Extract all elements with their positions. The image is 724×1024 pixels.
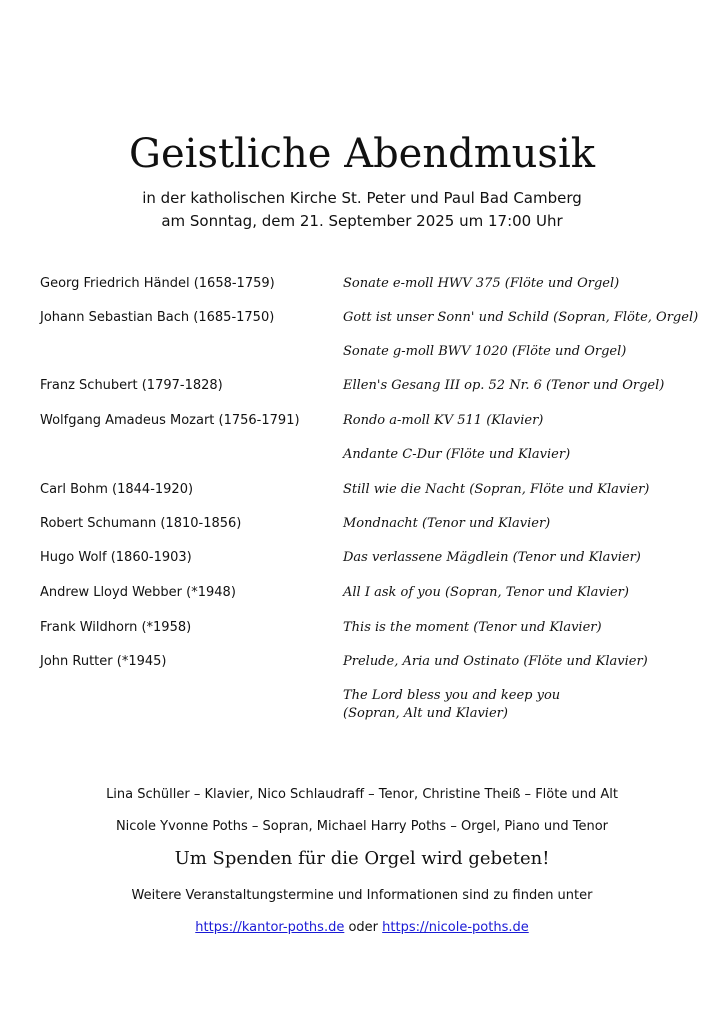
work: Ellen's Gesang III op. 52 Nr. 6 (Tenor und Orgel) xyxy=(343,378,665,393)
work: Das verlassene Mägdlein (Tenor und Klavier) xyxy=(343,550,641,565)
composer: Andrew Lloyd Webber (*1948) xyxy=(40,585,236,600)
composer: John Rutter (*1945) xyxy=(40,654,167,669)
performers-line-1: Lina Schüller – Klavier, Nico Schlaudraff – Tenor, Christine Theiß – Flöte und Alt xyxy=(106,787,618,802)
work: Andante C-Dur (Flöte und Klavier) xyxy=(343,447,571,462)
kantor-poths-link[interactable]: https://kantor-poths.de xyxy=(195,920,345,935)
work-detail: (Sopran, Alt und Klavier) xyxy=(343,706,508,721)
composer: Franz Schubert (1797-1828) xyxy=(40,378,223,393)
work: All I ask of you (Sopran, Tenor und Klavier) xyxy=(343,585,629,600)
link-separator: oder xyxy=(348,920,379,935)
work: Still wie die Nacht (Sopran, Flöte und Klavier) xyxy=(343,482,650,497)
work: Mondnacht (Tenor und Klavier) xyxy=(343,516,551,531)
performers-line-2: Nicole Yvonne Poths – Sopran, Michael Harry Poths – Orgel, Piano und Tenor xyxy=(115,819,609,834)
composer: Hugo Wolf (1860-1903) xyxy=(40,550,192,565)
composer: Georg Friedrich Händel (1658-1759) xyxy=(40,276,275,291)
work: The Lord bless you and keep you xyxy=(343,688,561,703)
venue-line: in der katholischen Kirche St. Peter und Paul Bad Camberg xyxy=(142,189,582,207)
nicole-poths-link[interactable]: https://nicole-poths.de xyxy=(382,920,529,935)
composer: Wolfgang Amadeus Mozart (1756-1791) xyxy=(40,413,300,428)
work: Sonate e-moll HWV 375 (Flöte und Orgel) xyxy=(343,276,620,291)
composer: Frank Wildhorn (*1958) xyxy=(40,620,192,635)
donation-appeal: Um Spenden für die Orgel wird gebeten! xyxy=(174,848,550,869)
work: This is the moment (Tenor und Klavier) xyxy=(343,620,602,635)
work: Rondo a-moll KV 511 (Klavier) xyxy=(343,413,544,428)
composer: Robert Schumann (1810-1856) xyxy=(40,516,242,531)
date-line: am Sonntag, dem 21. September 2025 um 17:00 Uhr xyxy=(161,212,563,230)
work: Prelude, Aria und Ostinato (Flöte und Klavier) xyxy=(343,654,648,669)
composer: Carl Bohm (1844-1920) xyxy=(40,482,194,497)
links-line xyxy=(0,919,724,937)
work: Gott ist unser Sonn' und Schild (Sopran, Flöte, Orgel) xyxy=(343,310,699,325)
composer: Johann Sebastian Bach (1685-1750) xyxy=(40,310,275,325)
work: Sonate g-moll BWV 1020 (Flöte und Orgel) xyxy=(343,344,627,359)
page-title: Geistliche Abendmusik xyxy=(129,131,595,177)
info-text: Weitere Veranstaltungstermine und Informationen sind zu finden unter xyxy=(131,888,593,903)
